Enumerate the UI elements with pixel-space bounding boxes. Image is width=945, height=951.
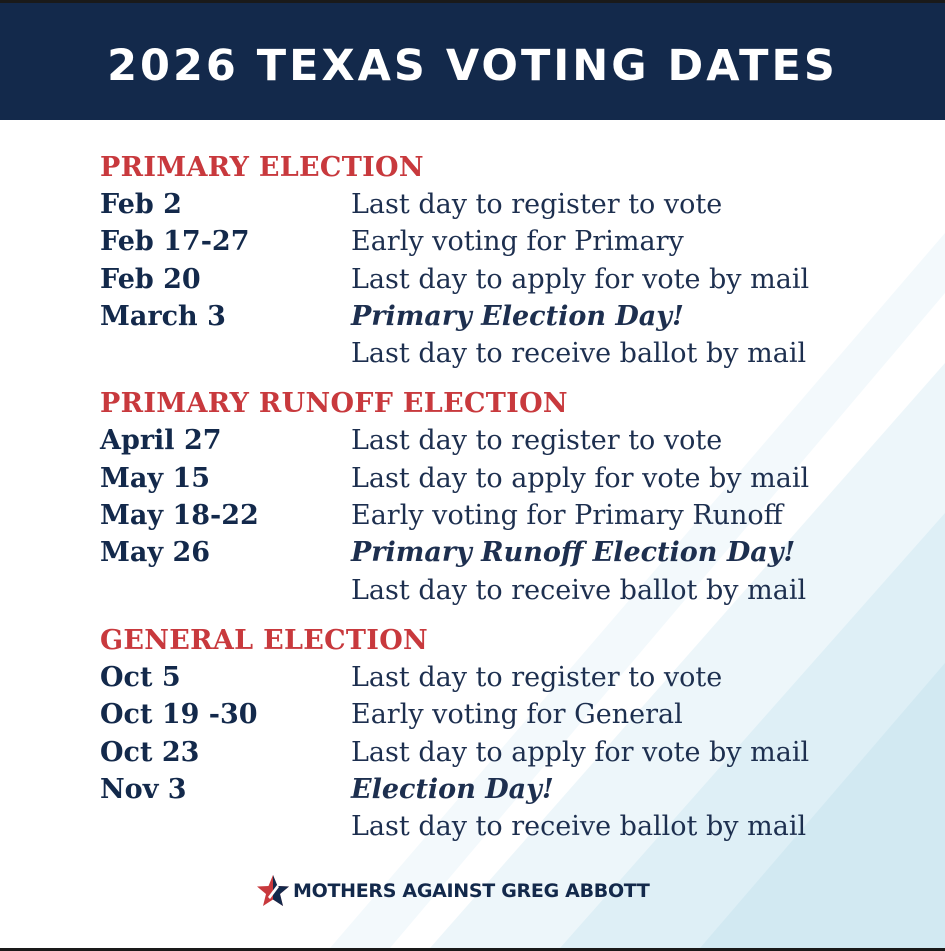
row-event: Last day to receive ballot by mail [351,574,807,606]
schedule-row [100,771,920,808]
row-event: Last day to receive ballot by mail [351,338,807,370]
section-primary-runoff [100,385,920,608]
row-date: Nov 3 [100,773,187,805]
section-primary [100,149,920,372]
row-date [100,572,351,609]
row-date: Feb 2 [100,189,182,220]
row-event: Last day to receive ballot by mail [351,811,807,843]
section-heading: PRIMARY RUNOFF ELECTION [100,388,568,420]
row-event: Last day to apply for vote by mail [351,736,810,768]
title-banner [0,3,945,120]
row-event-election-day: Election Day! [351,773,554,805]
row-date: May 15 [100,462,211,494]
row-event: Early voting for General [351,699,683,731]
schedule-row [100,335,920,372]
row-event: Last day to register to vote [351,189,723,220]
row-date: May 26 [100,537,211,569]
row-event: Last day to apply for vote by mail [351,263,810,295]
organization-logo [255,871,650,911]
schedule-row [100,572,920,609]
row-date: April 27 [100,425,222,457]
row-event: Last day to apply for vote by mail [351,462,810,494]
schedule-row [100,534,920,571]
schedule-row [100,659,920,696]
section-heading: PRIMARY ELECTION [100,152,424,183]
row-date: Feb 20 [100,263,201,295]
schedule-row [100,808,920,845]
row-date [100,808,351,845]
section-general [100,622,920,845]
schedule-row [100,186,920,223]
page-title: 2026 TEXAS VOTING DATES [107,40,838,91]
row-date: March 3 [100,300,226,332]
organization-name: MOTHERS AGAINST GREG ABBOTT [293,880,650,902]
row-date: Oct 5 [100,661,181,693]
row-date: May 18-22 [100,500,259,532]
row-date: Feb 17-27 [100,226,250,258]
schedule-row [100,460,920,497]
row-event: Last day to register to vote [351,661,723,693]
star-icon [255,873,291,909]
schedule-row [100,497,920,534]
row-event: Early voting for Primary [351,226,684,258]
row-event-election-day: Primary Election Day! [351,300,684,332]
row-event: Last day to register to vote [351,425,723,457]
row-event-election-day: Primary Runoff Election Day! [351,537,796,569]
schedule-row [100,223,920,260]
row-date [100,335,351,372]
row-date: Oct 23 [100,736,200,768]
schedule-row [100,734,920,771]
schedule-row [100,261,920,298]
schedule-row [100,696,920,733]
schedule [100,149,920,858]
section-heading: GENERAL ELECTION [100,624,429,656]
schedule-row [100,422,920,459]
schedule-row [100,298,920,335]
row-event: Early voting for Primary Runoff [351,500,783,532]
row-date: Oct 19 -30 [100,699,258,731]
voting-dates-graphic [0,3,945,948]
